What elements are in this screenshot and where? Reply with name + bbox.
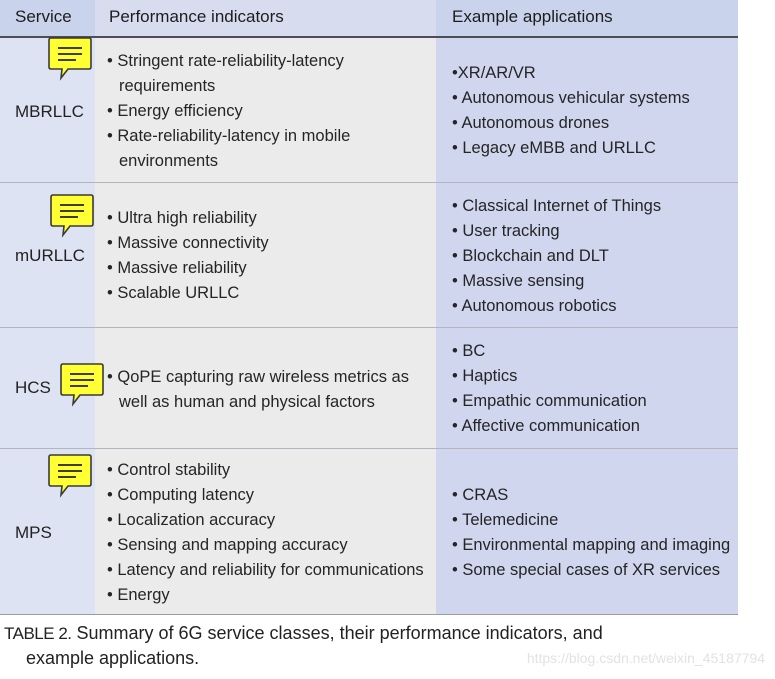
comment-note-icon[interactable]: [48, 193, 96, 241]
comment-note-icon[interactable]: [46, 453, 94, 501]
application-list: [452, 61, 736, 161]
watermark: https://blog.csdn.net/weixin_45187794: [526, 650, 765, 666]
list-item: • Sensing and mapping accuracy: [107, 536, 348, 554]
indicator-list: [107, 365, 432, 415]
list-item: • Classical Internet of Things: [452, 197, 662, 215]
indicator-list: [107, 206, 432, 306]
list-item: • BC: [452, 342, 486, 360]
list-item: • Scalable URLLC: [107, 284, 240, 302]
table-row-mps: [0, 449, 738, 614]
list-item: • Energy efficiency: [107, 102, 243, 120]
list-item: • Some special cases of XR services: [452, 561, 721, 579]
indicator-list: [107, 49, 432, 174]
comment-note-icon[interactable]: [58, 362, 106, 410]
application-list: [452, 483, 736, 583]
list-item: •XR/AR/VR: [452, 64, 536, 82]
caption-text-line1: Summary of 6G service classes, their performance indicators, and: [71, 623, 603, 643]
table-row-murllc: [0, 183, 738, 327]
list-item: • Rate-reliability-latency in mobile environments: [107, 127, 351, 170]
table-row-hcs: [0, 328, 738, 448]
list-item: • Autonomous robotics: [452, 297, 617, 315]
list-item: • Latency and reliability for communications: [107, 561, 424, 579]
application-list: [452, 339, 736, 439]
list-item: • Haptics: [452, 367, 518, 385]
list-item: • Autonomous vehicular systems: [452, 89, 690, 107]
list-item: • CRAS: [452, 486, 509, 504]
list-item: • QoPE capturing raw wireless metrics as well as human and physical factors: [107, 368, 409, 411]
service-label: HCS: [15, 378, 51, 397]
list-item: • Autonomous drones: [452, 114, 610, 132]
comment-note-icon[interactable]: [46, 36, 94, 84]
service-label: MBRLLC: [15, 102, 84, 121]
list-item: • Computing latency: [107, 486, 255, 504]
header-example-applications: Example applications: [436, 0, 738, 36]
list-item: • Stringent rate-reliability-latency requirements: [107, 52, 344, 95]
list-item: • Massive reliability: [107, 259, 247, 277]
list-item: • Massive sensing: [452, 272, 585, 290]
list-item: • Empathic communication: [452, 392, 647, 410]
caption-label: TABLE 2.: [4, 624, 72, 643]
list-item: • Legacy eMBB and URLLC: [452, 139, 656, 157]
service-label: MPS: [15, 523, 52, 542]
list-item: • Ultra high reliability: [107, 209, 257, 227]
list-item: • Control stability: [107, 461, 231, 479]
service-label: mURLLC: [15, 246, 85, 265]
indicator-list: [107, 458, 432, 608]
application-list: [452, 194, 736, 319]
list-item: • Environmental mapping and imaging: [452, 536, 731, 554]
list-item: • Affective communication: [452, 417, 640, 435]
header-service: Service: [0, 0, 95, 36]
header-performance-indicators: Performance indicators: [95, 0, 436, 36]
list-item: • Telemedicine: [452, 511, 559, 529]
list-item: • Energy: [107, 586, 170, 604]
list-item: • User tracking: [452, 222, 560, 240]
list-item: • Massive connectivity: [107, 234, 269, 252]
table-row-mbrllc: [0, 38, 738, 182]
table-header: [0, 0, 738, 38]
caption-text-line2: example applications.: [26, 648, 200, 668]
list-item: • Localization accuracy: [107, 511, 276, 529]
list-item: • Blockchain and DLT: [452, 247, 609, 265]
